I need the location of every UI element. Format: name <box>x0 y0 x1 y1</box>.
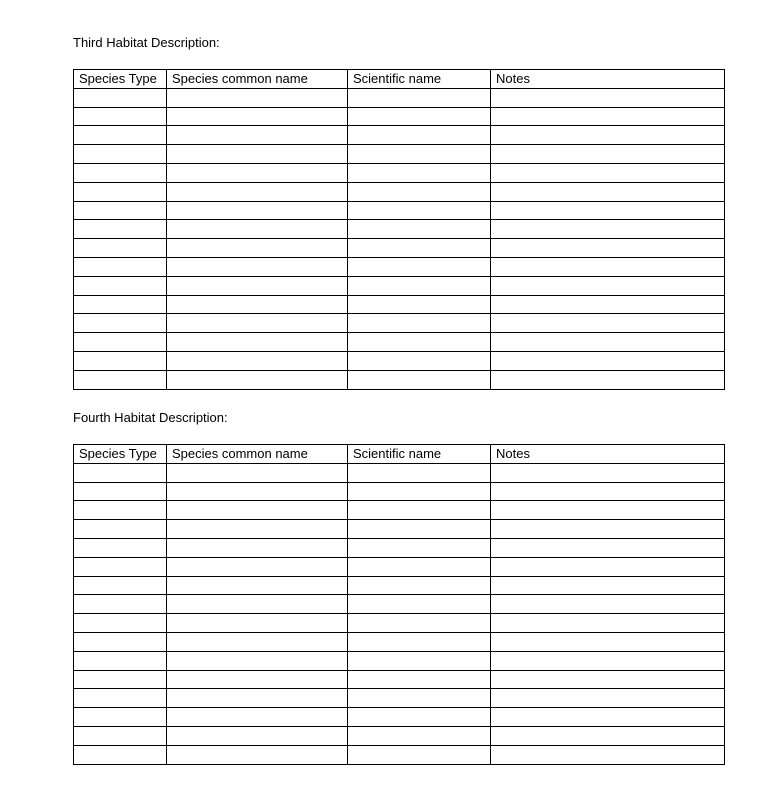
scientific-name-cell[interactable] <box>348 370 491 389</box>
species-common-name-cell[interactable] <box>167 632 348 651</box>
scientific-name-cell[interactable] <box>348 595 491 614</box>
notes-cell[interactable] <box>491 107 725 126</box>
species-common-name-cell[interactable] <box>167 88 348 107</box>
species-type-cell[interactable] <box>74 708 167 727</box>
scientific-name-cell[interactable] <box>348 276 491 295</box>
species-type-cell[interactable] <box>74 501 167 520</box>
table-row <box>74 88 725 107</box>
column-header-species-common-name: Species common name <box>167 445 348 464</box>
table-row <box>74 708 725 727</box>
column-header-species-type: Species Type <box>74 445 167 464</box>
column-header-notes: Notes <box>491 70 725 89</box>
notes-cell[interactable] <box>491 670 725 689</box>
table-row <box>74 557 725 576</box>
table-row <box>74 576 725 595</box>
species-common-name-cell[interactable] <box>167 239 348 258</box>
species-type-cell[interactable] <box>74 632 167 651</box>
species-type-cell[interactable] <box>74 538 167 557</box>
species-type-cell[interactable] <box>74 726 167 745</box>
species-type-cell[interactable] <box>74 482 167 501</box>
table-row <box>74 689 725 708</box>
notes-cell[interactable] <box>491 501 725 520</box>
scientific-name-cell[interactable] <box>348 501 491 520</box>
species-type-cell[interactable] <box>74 670 167 689</box>
notes-cell[interactable] <box>491 538 725 557</box>
notes-cell[interactable] <box>491 276 725 295</box>
scientific-name-cell[interactable] <box>348 463 491 482</box>
notes-cell[interactable] <box>491 557 725 576</box>
species-common-name-cell[interactable] <box>167 501 348 520</box>
species-common-name-cell[interactable] <box>167 257 348 276</box>
species-common-name-cell[interactable] <box>167 576 348 595</box>
species-common-name-cell[interactable] <box>167 220 348 239</box>
species-common-name-cell[interactable] <box>167 163 348 182</box>
species-table-third-habitat <box>73 69 725 390</box>
species-common-name-cell[interactable] <box>167 726 348 745</box>
species-type-cell[interactable] <box>74 126 167 145</box>
species-common-name-cell[interactable] <box>167 689 348 708</box>
notes-cell[interactable] <box>491 295 725 314</box>
species-common-name-cell[interactable] <box>167 126 348 145</box>
column-header-notes: Notes <box>491 445 725 464</box>
species-common-name-cell[interactable] <box>167 595 348 614</box>
scientific-name-cell[interactable] <box>348 182 491 201</box>
species-type-cell[interactable] <box>74 557 167 576</box>
scientific-name-cell[interactable] <box>348 670 491 689</box>
species-common-name-cell[interactable] <box>167 276 348 295</box>
scientific-name-cell[interactable] <box>348 351 491 370</box>
notes-cell[interactable] <box>491 126 725 145</box>
table-row <box>74 107 725 126</box>
species-type-cell[interactable] <box>74 351 167 370</box>
scientific-name-cell[interactable] <box>348 107 491 126</box>
species-common-name-cell[interactable] <box>167 614 348 633</box>
species-common-name-cell[interactable] <box>167 520 348 539</box>
table-row <box>74 276 725 295</box>
species-type-cell[interactable] <box>74 201 167 220</box>
species-common-name-cell[interactable] <box>167 182 348 201</box>
notes-cell[interactable] <box>491 333 725 352</box>
table-row <box>74 239 725 258</box>
species-common-name-cell[interactable] <box>167 482 348 501</box>
scientific-name-cell[interactable] <box>348 333 491 352</box>
scientific-name-cell[interactable] <box>348 538 491 557</box>
notes-cell[interactable] <box>491 257 725 276</box>
species-common-name-cell[interactable] <box>167 107 348 126</box>
table-row <box>74 370 725 389</box>
notes-cell[interactable] <box>491 201 725 220</box>
scientific-name-cell[interactable] <box>348 520 491 539</box>
species-type-cell[interactable] <box>74 595 167 614</box>
species-common-name-cell[interactable] <box>167 333 348 352</box>
notes-cell[interactable] <box>491 220 725 239</box>
scientific-name-cell[interactable] <box>348 708 491 727</box>
table-header-row <box>74 70 725 89</box>
notes-cell[interactable] <box>491 482 725 501</box>
notes-cell[interactable] <box>491 520 725 539</box>
scientific-name-cell[interactable] <box>348 88 491 107</box>
table-row <box>74 670 725 689</box>
species-type-cell[interactable] <box>74 520 167 539</box>
scientific-name-cell[interactable] <box>348 239 491 258</box>
scientific-name-cell[interactable] <box>348 126 491 145</box>
table-row <box>74 333 725 352</box>
species-common-name-cell[interactable] <box>167 351 348 370</box>
species-common-name-cell[interactable] <box>167 370 348 389</box>
species-common-name-cell[interactable] <box>167 314 348 333</box>
table-row <box>74 145 725 164</box>
species-type-cell[interactable] <box>74 182 167 201</box>
table-row <box>74 595 725 614</box>
section-title-third-habitat: Third Habitat Description: <box>73 35 220 50</box>
scientific-name-cell[interactable] <box>348 632 491 651</box>
notes-cell[interactable] <box>491 614 725 633</box>
scientific-name-cell[interactable] <box>348 689 491 708</box>
species-common-name-cell[interactable] <box>167 670 348 689</box>
table-row <box>74 632 725 651</box>
species-common-name-cell[interactable] <box>167 538 348 557</box>
species-type-cell[interactable] <box>74 314 167 333</box>
table-row <box>74 463 725 482</box>
notes-cell[interactable] <box>491 182 725 201</box>
species-type-cell[interactable] <box>74 576 167 595</box>
table-row <box>74 482 725 501</box>
table-row <box>74 182 725 201</box>
notes-cell[interactable] <box>491 370 725 389</box>
notes-cell[interactable] <box>491 88 725 107</box>
table-row <box>74 126 725 145</box>
notes-cell[interactable] <box>491 314 725 333</box>
species-type-cell[interactable] <box>74 88 167 107</box>
column-header-species-common-name: Species common name <box>167 70 348 89</box>
species-type-cell[interactable] <box>74 614 167 633</box>
table-row <box>74 614 725 633</box>
notes-cell[interactable] <box>491 463 725 482</box>
table-row <box>74 295 725 314</box>
notes-cell[interactable] <box>491 576 725 595</box>
scientific-name-cell[interactable] <box>348 614 491 633</box>
species-type-cell[interactable] <box>74 220 167 239</box>
scientific-name-cell[interactable] <box>348 220 491 239</box>
species-common-name-cell[interactable] <box>167 295 348 314</box>
species-type-cell[interactable] <box>74 333 167 352</box>
notes-cell[interactable] <box>491 708 725 727</box>
scientific-name-cell[interactable] <box>348 314 491 333</box>
scientific-name-cell[interactable] <box>348 295 491 314</box>
notes-cell[interactable] <box>491 726 725 745</box>
species-common-name-cell[interactable] <box>167 145 348 164</box>
table-header-row <box>74 445 725 464</box>
species-common-name-cell[interactable] <box>167 651 348 670</box>
scientific-name-cell[interactable] <box>348 726 491 745</box>
species-type-cell[interactable] <box>74 370 167 389</box>
table-row <box>74 163 725 182</box>
column-header-species-type: Species Type <box>74 70 167 89</box>
notes-cell[interactable] <box>491 651 725 670</box>
table-body <box>74 463 725 764</box>
species-type-cell[interactable] <box>74 163 167 182</box>
species-common-name-cell[interactable] <box>167 745 348 764</box>
table-row <box>74 501 725 520</box>
species-type-cell[interactable] <box>74 107 167 126</box>
scientific-name-cell[interactable] <box>348 651 491 670</box>
species-type-cell[interactable] <box>74 145 167 164</box>
species-type-cell[interactable] <box>74 257 167 276</box>
species-type-cell[interactable] <box>74 745 167 764</box>
notes-cell[interactable] <box>491 239 725 258</box>
species-type-cell[interactable] <box>74 239 167 258</box>
notes-cell[interactable] <box>491 745 725 764</box>
column-header-scientific-name: Scientific name <box>348 445 491 464</box>
notes-cell[interactable] <box>491 689 725 708</box>
notes-cell[interactable] <box>491 632 725 651</box>
notes-cell[interactable] <box>491 145 725 164</box>
species-type-cell[interactable] <box>74 463 167 482</box>
table-row <box>74 201 725 220</box>
scientific-name-cell[interactable] <box>348 163 491 182</box>
notes-cell[interactable] <box>491 163 725 182</box>
column-header-scientific-name: Scientific name <box>348 70 491 89</box>
table-row <box>74 538 725 557</box>
species-common-name-cell[interactable] <box>167 463 348 482</box>
species-table-fourth-habitat <box>73 444 725 765</box>
scientific-name-cell[interactable] <box>348 482 491 501</box>
scientific-name-cell[interactable] <box>348 201 491 220</box>
species-type-cell[interactable] <box>74 651 167 670</box>
species-common-name-cell[interactable] <box>167 201 348 220</box>
scientific-name-cell[interactable] <box>348 557 491 576</box>
table-row <box>74 257 725 276</box>
table-row <box>74 745 725 764</box>
scientific-name-cell[interactable] <box>348 257 491 276</box>
species-type-cell[interactable] <box>74 276 167 295</box>
species-type-cell[interactable] <box>74 295 167 314</box>
species-type-cell[interactable] <box>74 689 167 708</box>
table-row <box>74 651 725 670</box>
table-row <box>74 520 725 539</box>
table-row <box>74 314 725 333</box>
scientific-name-cell[interactable] <box>348 745 491 764</box>
notes-cell[interactable] <box>491 595 725 614</box>
species-common-name-cell[interactable] <box>167 708 348 727</box>
table-row <box>74 351 725 370</box>
table-row <box>74 220 725 239</box>
species-common-name-cell[interactable] <box>167 557 348 576</box>
section-title-fourth-habitat: Fourth Habitat Description: <box>73 410 228 425</box>
scientific-name-cell[interactable] <box>348 576 491 595</box>
notes-cell[interactable] <box>491 351 725 370</box>
table-body <box>74 88 725 389</box>
scientific-name-cell[interactable] <box>348 145 491 164</box>
table-row <box>74 726 725 745</box>
